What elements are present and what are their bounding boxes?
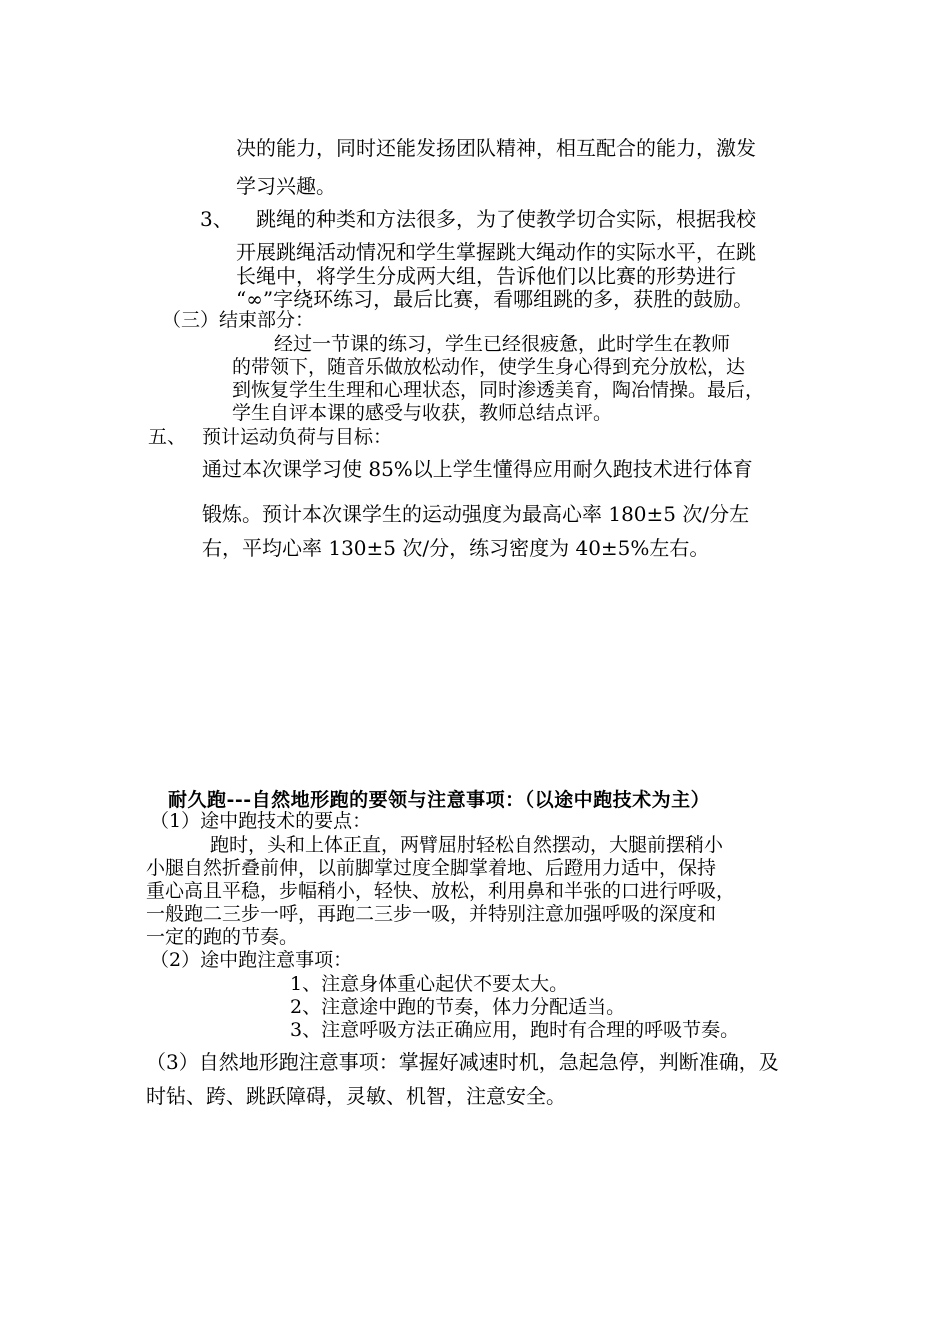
ending-line-1: 经过一节课的练习，学生已经很疲惫，此时学生在教师 bbox=[274, 333, 731, 355]
section-five-line-2: 锻炼。预计本次课学生的运动强度为最高心率 180±5 次/分左 bbox=[202, 502, 750, 526]
caution-item-3: 3、注意呼吸方法正确应用，跑时有合理的呼吸节奏。 bbox=[290, 1019, 740, 1041]
ending-heading: （三）结束部分： bbox=[162, 309, 315, 331]
technique-line-5: 一定的跑的节奏。 bbox=[146, 926, 299, 948]
cautions-heading: （2）途中跑注意事项： bbox=[150, 949, 353, 971]
item-3-number: 3、 bbox=[200, 207, 233, 231]
terrain-cautions-line-2: 时钻、跨、跳跃障碍，灵敏、机智，注意安全。 bbox=[146, 1084, 566, 1108]
technique-line-3: 重心高且平稳，步幅稍小，轻快、放松，利用鼻和半张的口进行呼吸， bbox=[146, 880, 736, 902]
ending-line-2: 的带领下，随音乐做放松动作，使学生身心得到充分放松，达 bbox=[232, 356, 746, 378]
item-3-line-4: “∞”字绕环练习，最后比赛，看哪组跳的多，获胜的鼓励。 bbox=[236, 287, 754, 311]
technique-line-4: 一般跑二三步一呼，再跑二三步一吸，并特别注意加强呼吸的深度和 bbox=[146, 903, 717, 925]
continuation-line-2: 学习兴趣。 bbox=[236, 174, 336, 198]
ending-line-3: 到恢复学生生理和心理状态，同时渗透美育，陶冶情操。最后， bbox=[232, 379, 765, 401]
continuation-line-1: 决的能力，同时还能发扬团队精神，相互配合的能力，激发 bbox=[236, 136, 756, 160]
section-five-line-3: 右，平均心率 130±5 次/分，练习密度为 40±5%左右。 bbox=[202, 536, 710, 560]
technique-heading: （1）途中跑技术的要点： bbox=[150, 810, 372, 832]
terrain-cautions-line-1: （3）自然地形跑注意事项：掌握好减速时机，急起急停，判断准确，及 bbox=[146, 1050, 779, 1074]
caution-item-2: 2、注意途中跑的节奏，体力分配适当。 bbox=[290, 996, 626, 1018]
section-five-number: 五、 bbox=[148, 426, 187, 448]
ending-line-4: 学生自评本课的感受与收获，教师总结点评。 bbox=[232, 402, 613, 424]
item-3-line-1: 跳绳的种类和方法很多，为了使教学切合实际，根据我校 bbox=[256, 207, 756, 231]
section-five-heading: 预计运动负荷与目标： bbox=[202, 426, 393, 448]
endurance-run-title: 耐久跑---自然地形跑的要领与注意事项：（以途中跑技术为主） bbox=[168, 789, 711, 811]
technique-line-1: 跑时，头和上体正直，两臂屈肘轻松自然摆动，大腿前摆稍小 bbox=[210, 834, 724, 856]
item-3-line-3: 长绳中，将学生分成两大组，告诉他们以比赛的形势进行 bbox=[236, 264, 736, 288]
technique-line-2: 小腿自然折叠前伸，以前脚掌过度全脚掌着地、后蹬用力适中，保持 bbox=[146, 857, 717, 879]
caution-item-1: 1、注意身体重心起伏不要太大。 bbox=[290, 973, 569, 995]
section-five-line-1: 通过本次课学习使 85%以上学生懂得应用耐久跑技术进行体育 bbox=[202, 457, 753, 481]
item-3-line-2: 开展跳绳活动情况和学生掌握跳大绳动作的实际水平，在跳 bbox=[236, 240, 756, 264]
